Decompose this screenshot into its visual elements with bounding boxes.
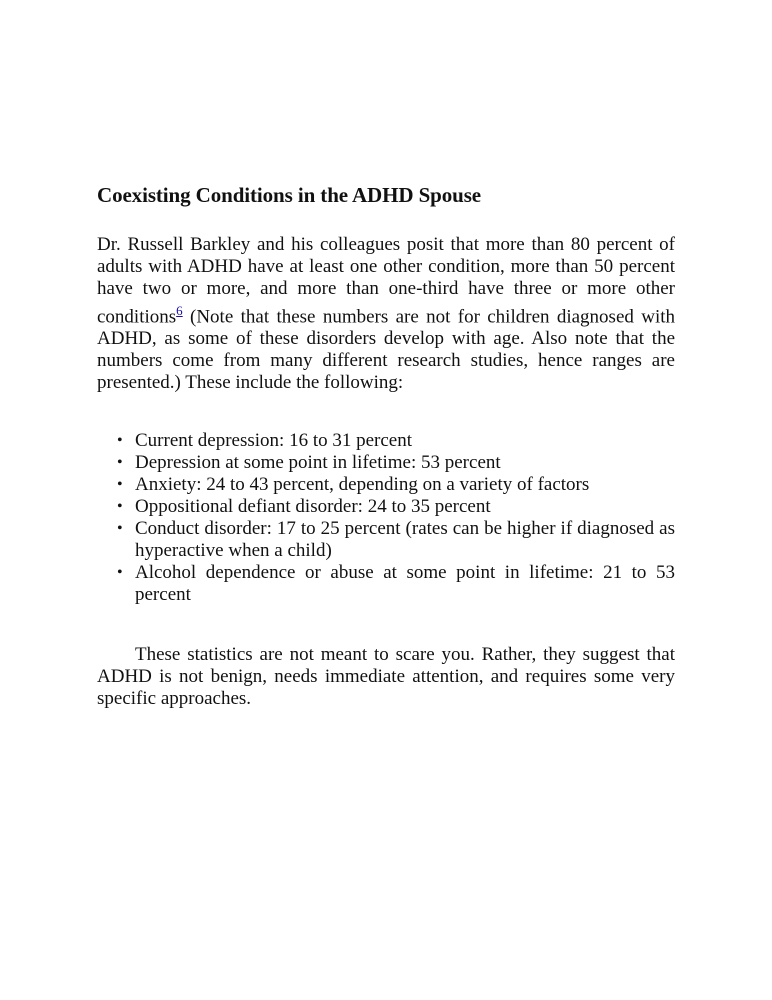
bullet-icon: •	[117, 520, 123, 538]
conditions-list	[97, 430, 675, 606]
list-item-text: Alcohol dependence or abuse at some point in lifetime: 21 to 53 percent	[135, 562, 675, 606]
bullet-icon: •	[117, 564, 123, 582]
list-item-text: Current depression: 16 to 31 percent	[135, 430, 413, 452]
list-item	[117, 496, 675, 518]
list-item-text: Depression at some point in lifetime: 53 percent	[135, 452, 501, 474]
bullet-icon: •	[117, 476, 123, 494]
intro-text-continued: (Note that these numbers are not for children diagnosed with ADHD, as some of these disorders develop with age. Also note that the numbers come from many different research studies, hence ranges are presented.) These include the following:	[97, 306, 675, 394]
list-item	[117, 452, 675, 474]
bullet-icon: •	[117, 432, 123, 450]
bullet-icon: •	[117, 454, 123, 472]
footnote-link[interactable]: 6	[176, 303, 183, 318]
document-page	[97, 182, 675, 710]
list-item-text: Oppositional defiant disorder: 24 to 35 percent	[135, 496, 491, 518]
list-item	[117, 430, 675, 452]
bullet-icon: •	[117, 498, 123, 516]
intro-text: Dr. Russell Barkley and his colleagues posit that more than 80 percent of adults with ADHD have at least one other condition, more than 50 percent have two or more, and more than one-third have three or more other conditions	[97, 234, 675, 328]
list-item	[117, 562, 675, 606]
list-item	[117, 474, 675, 496]
list-item-text: Anxiety: 24 to 43 percent, depending on a variety of factors	[135, 474, 590, 496]
list-item	[117, 518, 675, 562]
list-item-text: Conduct disorder: 17 to 25 percent (rates can be higher if diagnosed as hyperactive when a child)	[135, 518, 675, 562]
intro-paragraph	[97, 234, 675, 394]
section-heading: Coexisting Conditions in the ADHD Spouse	[97, 183, 481, 207]
closing-paragraph: These statistics are not meant to scare you. Rather, they suggest that ADHD is not benign, needs immediate attention, and requires some very specific approaches.	[97, 644, 675, 710]
